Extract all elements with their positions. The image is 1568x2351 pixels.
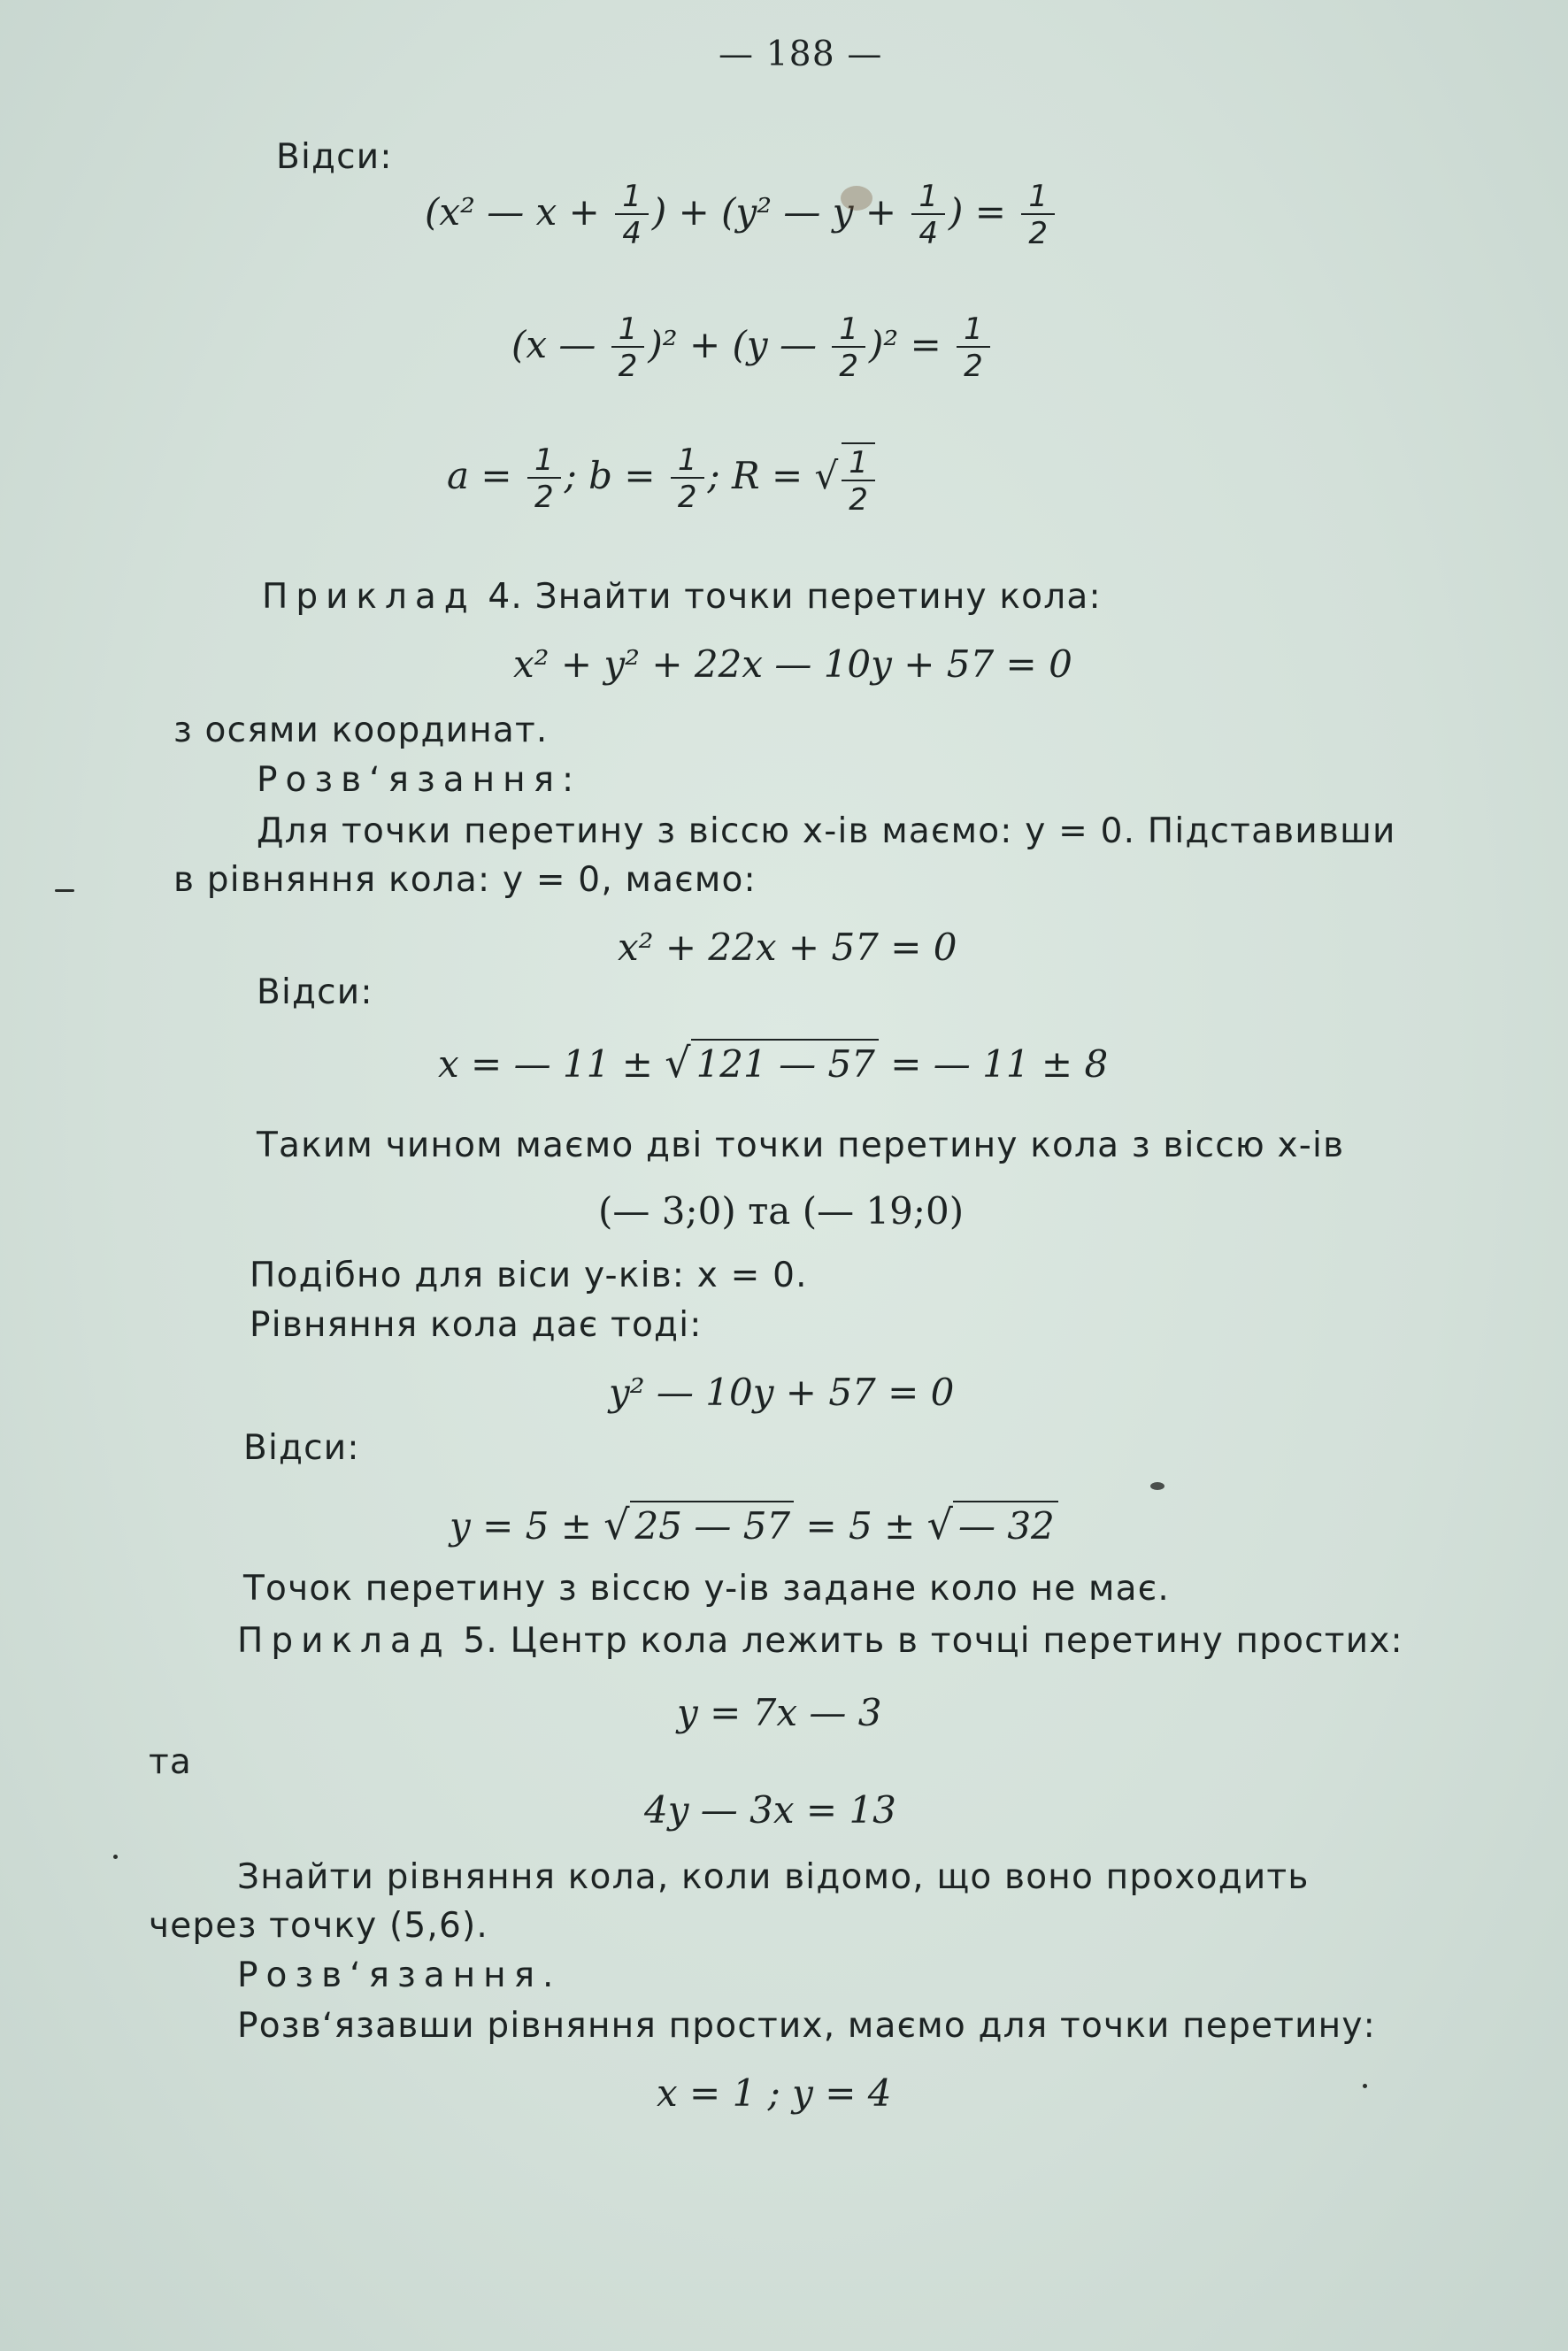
fraction: $\frac{1}{4}$	[911, 181, 945, 249]
example-label: Приклад	[262, 577, 476, 617]
text-line: Точок перетину з віссю y-ів задане коло не має.	[243, 1569, 1170, 1609]
equation	[511, 311, 994, 384]
fraction: $\frac{1}{2}$	[957, 314, 990, 381]
example-text: 5. Центр кола лежить в точці перетину простих:	[463, 1621, 1403, 1661]
eq-part: )² + (y —	[648, 323, 829, 366]
equation	[438, 1039, 1109, 1087]
ink-speck	[113, 1855, 118, 1859]
equation: x = 1 ; y = 4	[657, 2071, 892, 2115]
example-heading	[237, 1621, 1403, 1661]
fraction: $\frac{1}{2}$	[842, 442, 875, 515]
eq-part: = 5 ±	[794, 1504, 927, 1548]
radicand: 121 — 57	[691, 1039, 879, 1086]
sqrt-sign-icon: √	[926, 1501, 953, 1548]
eq-part: (x² — x +	[425, 190, 612, 234]
eq-part: ; b =	[564, 454, 667, 497]
example-label: Приклад	[237, 1621, 451, 1661]
ink-speck	[1150, 1482, 1164, 1490]
eq-part: a =	[447, 454, 524, 497]
fraction: $\frac{1}{2}$	[832, 314, 865, 381]
text-line: Знайти рівняння кола, коли відомо, що воно проходить	[237, 1857, 1310, 1897]
text-line: Відси:	[243, 1428, 360, 1468]
equation: (— 3;0) та (— 19;0)	[598, 1189, 965, 1233]
text-line: Для точки перетину з віссю x-ів маємо: y = 0. Підставивши	[257, 811, 1396, 851]
example-text: 4. Знайти точки перетину кола:	[488, 577, 1102, 617]
text-line: Рівняння кола дає тоді:	[250, 1305, 703, 1345]
text-line: Відси:	[257, 972, 373, 1012]
equation	[450, 1501, 1058, 1548]
eq-part: ) =	[949, 190, 1018, 234]
equation	[447, 442, 879, 518]
eq-part: ) + (y² — y +	[651, 190, 909, 234]
solution-heading: Розв‘язання:	[257, 760, 582, 800]
fraction: $\frac{1}{2}$	[527, 445, 561, 512]
text-line: та	[149, 1742, 193, 1782]
example-heading	[262, 577, 1102, 617]
eq-part: )² =	[869, 323, 954, 366]
text-line: через точку (5,6).	[149, 1906, 489, 1946]
equation: y² — 10y + 57 = 0	[609, 1371, 955, 1414]
page-number: — 188 —	[719, 35, 883, 74]
text-line: в рівняння кола: y = 0, маємо:	[173, 860, 757, 900]
eq-part: ; R = √	[707, 454, 839, 497]
eq-part: x = — 11 ±	[438, 1042, 665, 1086]
equation: x² + y² + 22x — 10y + 57 = 0	[513, 642, 1072, 686]
text-line: Подібно для віси y-ків: x = 0.	[250, 1256, 808, 1295]
fraction: $\frac{1}{4}$	[615, 181, 649, 249]
text-line: Таким чином маємо дві точки перетину кола з віссю x-ів	[257, 1126, 1345, 1165]
stain	[841, 186, 872, 211]
text-line: з осями координат.	[173, 711, 549, 750]
sqrt-sign-icon: √	[665, 1039, 691, 1087]
equation: x² + 22x + 57 = 0	[618, 926, 957, 969]
eq-part: y = 5 ±	[450, 1504, 604, 1548]
text-line: Розв‘язавши рівняння простих, маємо для точки перетину:	[237, 2006, 1376, 2046]
ink-speck	[1363, 2084, 1367, 2088]
text-line: Відси:	[276, 137, 393, 177]
sqrt-sign-icon: √	[603, 1501, 630, 1548]
fraction: $\frac{1}{2}$	[611, 314, 645, 381]
radicand: — 32	[953, 1501, 1058, 1548]
fraction: $\frac{1}{2}$	[671, 445, 704, 512]
ink-speck	[55, 889, 74, 892]
equation: 4y — 3x = 13	[644, 1788, 896, 1832]
eq-part: (x —	[511, 323, 608, 366]
equation: y = 7x — 3	[677, 1691, 882, 1734]
fraction: $\frac{1}{2}$	[1021, 181, 1055, 249]
eq-part: = — 11 ± 8	[878, 1042, 1109, 1086]
solution-heading: Розв‘язання.	[237, 1955, 562, 1995]
equation	[425, 181, 1058, 249]
radicand: 25 — 57	[630, 1501, 795, 1548]
